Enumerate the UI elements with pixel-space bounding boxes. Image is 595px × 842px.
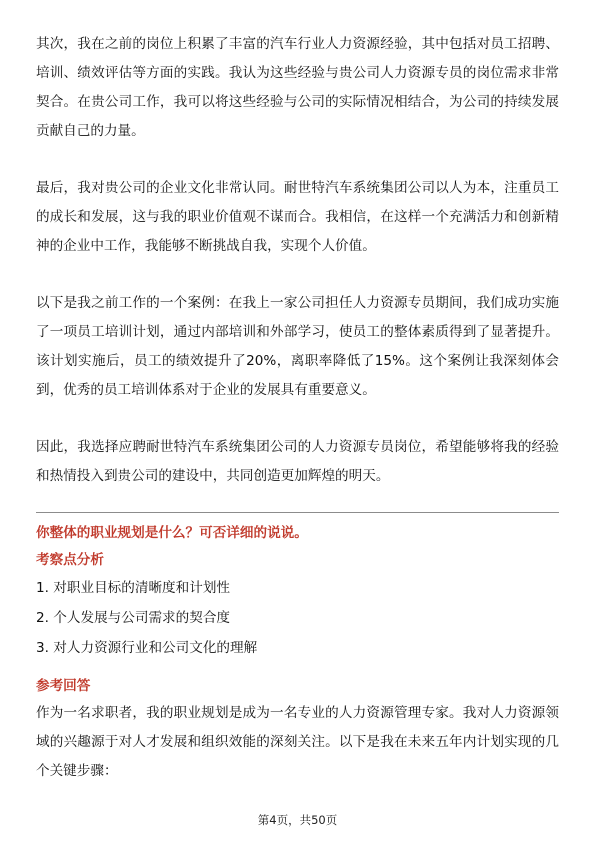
interview-question: 你整体的职业规划是什么？可否详细的说说。 xyxy=(36,525,308,541)
answer-heading: 参考回答 xyxy=(36,678,91,694)
analysis-item: 2. 个人发展与公司需求的契合度 xyxy=(36,610,231,626)
analysis-heading: 考察点分析 xyxy=(36,552,104,568)
paragraph-case: 以下是我之前工作的一个案例：在我上一家公司担任人力资源专员期间，我们成功实施了一项员工培训计划，通过内部培训和外部学习，使员工的整体素质得到了显著提升。该计划实施后，员工的绩效提升了20%，离职率降低了15%。这个案例让我深刻体会到，优秀的员工培训体系对于企业的发展具有重要意义。 xyxy=(36,295,559,398)
document-body xyxy=(36,30,559,786)
page-number: 第4页，共50页 xyxy=(257,813,338,827)
analysis-list xyxy=(36,573,559,663)
analysis-item: 3. 对人力资源行业和公司文化的理解 xyxy=(36,640,258,656)
paragraph-experience: 其次，我在之前的岗位上积累了丰富的汽车行业人力资源经验，其中包括对员工招聘、培训、绩效评估等方面的实践。我认为这些经验与贵公司人力资源专员的岗位需求非常契合。在贵公司工作，我可以将这些经验与公司的实际情况相结合，为公司的持续发展贡献自己的力量。 xyxy=(36,36,559,139)
answer-text: 作为一名求职者，我的职业规划是成为一名专业的人力资源管理专家。我对人力资源领域的兴趣源于对人才发展和组织效能的深刻关注。以下是我在未来五年内计划实现的几个关键步骤： xyxy=(36,705,559,779)
paragraph-culture: 最后，我对贵公司的企业文化非常认同。耐世特汽车系统集团公司以人为本，注重员工的成长和发展，这与我的职业价值观不谋而合。我相信，在这样一个充满活力和创新精神的企业中工作，我能够不断挑战自我，实现个人价值。 xyxy=(36,180,559,254)
paragraph-conclusion: 因此，我选择应聘耐世特汽车系统集团公司的人力资源专员岗位，希望能够将我的经验和热情投入到贵公司的建设中，共同创造更加辉煌的明天。 xyxy=(36,439,559,484)
section-divider xyxy=(36,512,559,513)
analysis-item: 1. 对职业目标的清晰度和计划性 xyxy=(36,580,231,596)
